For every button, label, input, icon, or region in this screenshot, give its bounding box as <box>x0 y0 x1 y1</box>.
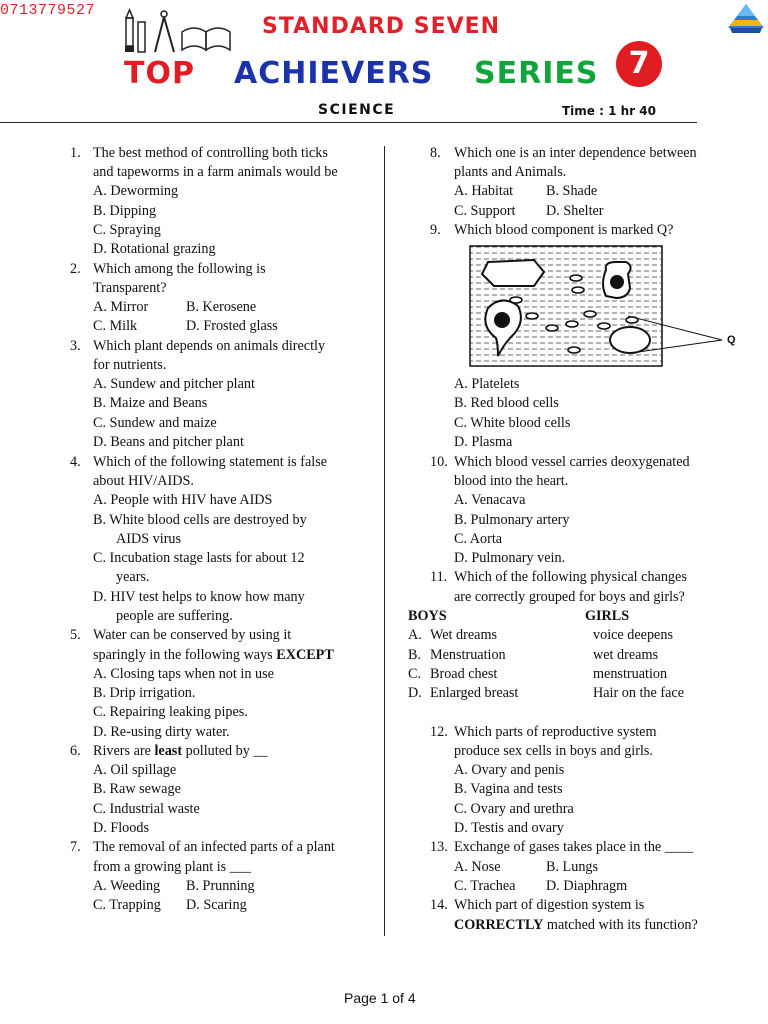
question-text: The best method of controlling both ticks <box>93 145 328 161</box>
question-text: Transparent? <box>93 280 167 296</box>
question-number: 8. <box>430 145 441 161</box>
question-text-part: sparingly in the following ways <box>93 647 277 663</box>
question-text-part: matched with its function? <box>543 917 698 933</box>
option-b: B. White blood cells are destroyed by <box>93 512 307 528</box>
option-a: A. Venacava <box>454 492 526 508</box>
label-q: Q <box>727 334 736 346</box>
grade-badge: 7 <box>616 41 662 87</box>
table-header-boys: BOYS <box>408 608 447 624</box>
option-b: B. Maize and Beans <box>93 395 208 411</box>
option-d: D. Testis and ovary <box>454 820 564 836</box>
question-number: 10. <box>430 454 448 470</box>
question-text: Which of the following physical changes <box>454 569 687 585</box>
option-c: C. Support <box>454 203 516 219</box>
table-cell: wet dreams <box>593 647 659 663</box>
question-number: 11. <box>430 569 448 585</box>
pencil-compass-book-icon <box>122 8 234 54</box>
question-number: 3. <box>70 338 81 354</box>
emphasis-least: least <box>154 743 183 759</box>
question-text: for nutrients. <box>93 357 167 373</box>
question-text: Which plant depends on animals directly <box>93 338 326 354</box>
table-cell: D. <box>408 685 422 701</box>
question-text: Which part of digestion system is <box>454 897 645 913</box>
question-number: 9. <box>430 222 441 238</box>
label-pointer-lines <box>628 314 728 354</box>
option-c: C. Industrial waste <box>93 801 200 817</box>
question-text: produce sex cells in boys and girls. <box>454 743 653 759</box>
option-d: D. HIV test helps to know how many <box>93 589 305 605</box>
table-cell: Hair on the face <box>593 685 684 701</box>
option-a: A. Platelets <box>454 376 520 392</box>
question-number: 6. <box>70 743 81 759</box>
question-text <box>93 646 334 665</box>
option-a: A. Closing taps when not in use <box>93 666 274 682</box>
table-cell: B. <box>408 647 422 663</box>
option-c: C. Trapping <box>93 897 161 913</box>
option-b: B. Pulmonary artery <box>454 512 570 528</box>
question-text: about HIV/AIDS. <box>93 473 194 489</box>
question-text: Water can be conserved by using it <box>93 627 292 643</box>
emphasis-except: EXCEPT <box>276 647 334 663</box>
question-text <box>454 916 698 935</box>
option-b: B. Lungs <box>546 859 599 875</box>
question-text: Which of the following statement is false <box>93 454 328 470</box>
option-c: C. Ovary and urethra <box>454 801 574 817</box>
option-c: C. White blood cells <box>454 415 571 431</box>
option-d: D. Pulmonary vein. <box>454 550 566 566</box>
option-b: B. Red blood cells <box>454 395 559 411</box>
option-d: D. Frosted glass <box>186 318 278 334</box>
question-text: Which blood vessel carries deoxygenated <box>454 454 690 470</box>
option-d-continued: people are suffering. <box>116 608 233 624</box>
question-text: and tapeworms in a farm animals would be <box>93 164 338 180</box>
table-cell: A. <box>408 627 422 643</box>
option-b-continued: AIDS virus <box>116 531 182 547</box>
question-text: Exchange of gases takes place in the ____ <box>454 839 694 855</box>
option-b: B. Dipping <box>93 203 157 219</box>
phone-number: 0713779527 <box>0 2 96 19</box>
option-b: B. Shade <box>546 183 598 199</box>
table-cell: C. <box>408 666 422 682</box>
option-c-continued: years. <box>116 569 150 585</box>
option-d: D. Scaring <box>186 897 247 913</box>
option-d: D. Floods <box>93 820 149 836</box>
option-a: A. People with HIV have AIDS <box>93 492 273 508</box>
question-text-part: Rivers are <box>93 743 155 759</box>
option-d: D. Re-using dirty water. <box>93 724 230 740</box>
subject-title: SCIENCE <box>318 102 396 118</box>
question-text: are correctly grouped for boys and girls? <box>454 589 685 605</box>
question-text: from a growing plant is ___ <box>93 859 252 875</box>
page-number: Page 1 of 4 <box>344 990 416 1006</box>
question-number: 4. <box>70 454 81 470</box>
option-c: C. Incubation stage lasts for about 12 <box>93 550 305 566</box>
option-c: C. Aorta <box>454 531 503 547</box>
table-cell: Wet dreams <box>430 627 498 643</box>
option-d: D. Plasma <box>454 434 513 450</box>
table-cell: Enlarged breast <box>430 685 519 701</box>
banner-series: SERIES <box>474 56 599 91</box>
option-a: A. Deworming <box>93 183 179 199</box>
option-d: D. Beans and pitcher plant <box>93 434 244 450</box>
option-a: A. Weeding <box>93 878 161 894</box>
pyramid-logo-icon <box>726 0 766 36</box>
question-text: Which parts of reproductive system <box>454 724 657 740</box>
option-c: C. Spraying <box>93 222 161 238</box>
table-cell: voice deepens <box>593 627 673 643</box>
question-number: 7. <box>70 839 81 855</box>
question-number: 14. <box>430 897 448 913</box>
option-d: D. Shelter <box>546 203 604 219</box>
option-b: B. Prunning <box>186 878 255 894</box>
header-divider <box>0 122 697 123</box>
question-text: Which blood component is marked Q? <box>454 222 674 238</box>
option-a: A. Mirror <box>93 299 149 315</box>
option-a: A. Habitat <box>454 183 514 199</box>
question-number: 12. <box>430 724 448 740</box>
option-c: C. Sundew and maize <box>93 415 217 431</box>
question-text <box>93 742 268 761</box>
table-header-girls: GIRLS <box>585 608 630 624</box>
question-number: 1. <box>70 145 81 161</box>
option-a: A. Sundew and pitcher plant <box>93 376 255 392</box>
question-number: 13. <box>430 839 448 855</box>
table-cell: Menstruation <box>430 647 506 663</box>
question-text: Which among the following is <box>93 261 266 277</box>
option-b: B. Vagina and tests <box>454 781 563 797</box>
column-divider <box>384 146 385 936</box>
option-a: A. Nose <box>454 859 501 875</box>
question-text: The removal of an infected parts of a plant <box>93 839 335 855</box>
question-text: plants and Animals. <box>454 164 567 180</box>
option-b: B. Raw sewage <box>93 781 181 797</box>
option-a: A. Ovary and penis <box>454 762 565 778</box>
emphasis-correctly: CORRECTLY <box>454 917 544 933</box>
table-cell: menstruation <box>593 666 668 682</box>
option-d: D. Rotational grazing <box>93 241 216 257</box>
option-b: B. Kerosene <box>186 299 257 315</box>
question-number: 5. <box>70 627 81 643</box>
option-c: C. Trachea <box>454 878 516 894</box>
table-cell: Broad chest <box>430 666 498 682</box>
question-text: Which one is an inter dependence between <box>454 145 697 161</box>
question-number: 2. <box>70 261 81 277</box>
option-b: B. Drip irrigation. <box>93 685 196 701</box>
option-c: C. Repairing leaking pipes. <box>93 704 248 720</box>
option-a: A. Oil spillage <box>93 762 177 778</box>
question-text-part: polluted by __ <box>182 743 268 759</box>
banner-title: STANDARD SEVEN <box>262 14 501 39</box>
time-allowed: Time : 1 hr 40 <box>562 104 656 118</box>
question-text: blood into the heart. <box>454 473 569 489</box>
option-d: D. Diaphragm <box>546 878 628 894</box>
banner-top: TOP <box>124 56 195 91</box>
banner-achievers: ACHIEVERS <box>234 56 434 91</box>
option-c: C. Milk <box>93 318 138 334</box>
